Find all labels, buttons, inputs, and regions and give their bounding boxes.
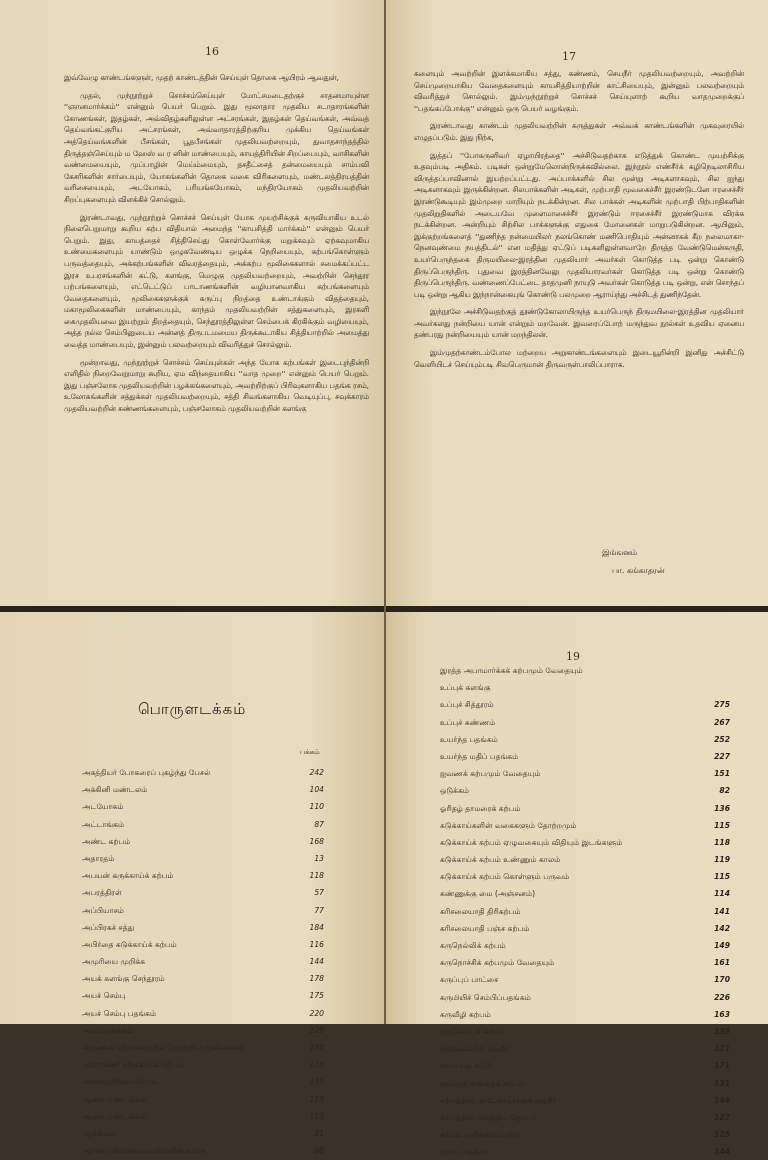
contents-entry-label: கரிசலையாதி திரிகற்பம்: [440, 906, 521, 916]
contents-entry: [82, 919, 332, 936]
contents-entry: [440, 989, 730, 1006]
contents-entry: [82, 1005, 332, 1022]
contents-entry: [82, 816, 332, 833]
page-number-left: 16: [205, 45, 219, 58]
contents-entry-page: 136: [714, 803, 730, 813]
contents-entry: [440, 1075, 730, 1092]
contents-entry-label: உயர்ந்த மதிப் பதங்கம்: [440, 751, 519, 761]
contents-entry-label: கற்பத்தால் குடேண்டிரக்குக் குடிநீர்: [440, 1095, 557, 1105]
contents-entry-page: 163: [714, 1009, 730, 1019]
contents-entry: [440, 1109, 730, 1126]
contents-entry-label: கண்ணுக்கு மை (அஞ்சனம்): [440, 889, 536, 899]
contents-entry-page: 113: [309, 1094, 324, 1104]
contents-entry-label: கடுக்காய்க் கற்பம் ஏழுவகையும் விதியும் இடங்களும்: [440, 837, 623, 847]
contents-entry-page: 220: [309, 1008, 324, 1018]
contents-entry-label: கற்பப்புக் கட்டு: [440, 1061, 492, 1071]
contents-entry: [440, 954, 730, 971]
contents-entry-label: அப்பிரகச் சத்து: [82, 922, 135, 932]
contents-entry: [82, 987, 332, 1004]
contents-entry: [82, 1091, 332, 1108]
contents-entry-page: 252: [714, 734, 730, 744]
contents-entry-label: ஒடுக்கம்: [440, 786, 469, 796]
contents-entry-page: 226: [714, 992, 730, 1002]
contents-entry-label: அபரத்திரள்: [82, 888, 122, 898]
contents-entry-label: கருப்புப் பாட்சை: [440, 975, 499, 985]
contents-entry-label: கருநொச்சிக் கற்பமும் வேதையும்: [440, 958, 555, 968]
contents-entry: [82, 764, 332, 781]
contents-entry-label: அபயன் கருக்காய்க் கற்பம்: [82, 871, 174, 881]
paragraph: மூன்றாவது, முந்நூற்றுச் சொச்சம் செய்யுள்கள் அந்த யோக கற்பங்கள் இடைபுந்தின்றி எளிதில் நிறைவேறுமாறு கூறிய, ஏம விந்தையாகிய ''வாத முறை'' என்னும் பெயர் பெறும். இது பஞ்சலோக முதலியவற்றின் பழக்கங்களையும், அவற்றிற்குப் பிரிவுகளாகிய பதங்க ரசம், உலோகங்களின் சத்துக்கள் முதலியவற்றையும், சத்தி சிவங்களாகிய வெடியுப்பு, சவுக்காரம் முதலியவற்றின் சுண்ணங்களையும், பஞ்சலோகம் முதலியவற்றின் களங்கு: [64, 357, 369, 414]
contents-entry: [82, 1039, 332, 1056]
contents-entry: [440, 1092, 730, 1109]
contents-entry: [440, 971, 730, 988]
contents-entry-label: கருவீழி கற்பம்: [440, 1009, 491, 1019]
contents-entry-page: 178: [309, 974, 324, 984]
contents-entry-label: கற்ப பாத்திரம்: [440, 1147, 489, 1157]
contents-entry-label: உப்புச் சுண்ணம்: [440, 717, 496, 727]
page-number-contents-right: 19: [566, 650, 580, 663]
paragraph: இந்நூலே அச்சிடுவதற்குத் தூண்டுகோலாயிருந்த உயர்பெருந் திருமயிலை-இரத்தின முதலியார் அவர்களது நன்றியை யான் என்றும் மறவேன். இவரைப்போற் மருந்துவ நூல்கள் உதவிய ஏனைய தண்பரது நன்றியையும் யான் மறந்திலன்.: [414, 307, 744, 340]
contents-entry-page: 118: [714, 837, 730, 847]
contents-entry-page: 242: [309, 768, 324, 777]
contents-entry: [440, 696, 730, 713]
contents-entry-label: அயச் செம்பு பதங்கம்: [82, 1008, 157, 1018]
page-left-body: [64, 72, 369, 421]
contents-entry-page: 116: [309, 939, 324, 949]
contents-entry: [82, 884, 332, 901]
contents-entry-label: அன்னத்திற்குப் பொடி: [82, 1077, 158, 1087]
contents-entry-page: 151: [714, 769, 730, 779]
contents-entry-label: உப்புக் களங்கு: [440, 683, 491, 693]
contents-entry: [440, 662, 730, 679]
contents-entry-label: கடுக்காய்க் கற்பம் உண்ணும் காலம்: [440, 855, 561, 865]
contents-entry-label: ஆசனப் பிராணாயாமங்களின் வகை: [82, 1146, 206, 1156]
contents-entry: [440, 851, 730, 868]
contents-entry: [440, 1023, 730, 1040]
contents-entry: [440, 714, 730, 731]
contents-entry-label: ஆகாச பண்டங்கள்: [82, 1094, 147, 1104]
contents-entry-page: 149: [714, 941, 730, 950]
contents-entry: [440, 937, 730, 954]
contents-entry: [440, 782, 730, 799]
contents-entry: [440, 920, 730, 937]
contents-entry-label: அகத்தியர் போகரைப் புகழ்ந்து பேசல்: [82, 768, 211, 777]
contents-entry-label: கடுக்காய்க் கற்பம் கொள்ளும் பருவம்: [440, 872, 570, 882]
contents-entry-page: 115: [714, 872, 730, 882]
contents-entry-page: 104: [309, 785, 324, 795]
contents-entry-page: 144: [309, 957, 324, 967]
contents-entry-page: 82: [719, 786, 730, 796]
contents-entry: [440, 1057, 730, 1074]
contents-entry-label: அயக் களங்கு செந்தூரம்: [82, 974, 165, 984]
contents-entry: [82, 936, 332, 953]
paragraph: முதல், முந்நூற்றுச் சொச்சம்செய்யுள் மோட்சமடைதற்குச் சாதனமாயுள்ள ''ஞானமார்க்கம்'' என்னும் பெயர் பெறும். இது மூலாதார முதலிய சடாதாரங்களின் கோணங்கள், இதழ்கள், அவ்விதழ்களிலுள்ள அட்சரங்கள், இதழ்கள் தெய்வங்கள், அவ்வத் தெய்வங்கட்குரிய அட்சரங்கள், அவ்வாதாரத்திற்குரிய முக்கிய தெய்வங்கள் அத்தெய்வங்களின் பீசங்கள், பூதபீசங்கள் முதலியவற்றையும், துவாதசாந்தத்தில் திருத்தஞ்செய்யும் ம ஹேஸ் வ ர னின் மாண்பையும், காயத்திரியின் சிறப்பையும், வாசிகளின் வண்மையையும், முப்பாழின் மெய்ம்மையும், தசதீட்சைத் தன்மையையும் சாம்பவி கேசரிகளின் சார்பையும், யோகங்களின் தொகை வகை விரிகளையும், மண்டலத்திரயத்தின் வரிசையையும், அடயோகம், பரியங்கயோகம், மந்திரயோகம் முதலியவற்றின் சிறப்புகளையும் விளக்கிச் சொல்லும்.: [64, 90, 369, 204]
contents-entry-page: 141: [714, 906, 730, 916]
contents-entry-label: உப்புச் சித்தூரம்: [440, 700, 494, 710]
contents-entry: [440, 868, 730, 885]
contents-title: பொருளடக்கம்: [138, 700, 247, 718]
contents-entry-label: ஐவணக் கற்பமும் வேதையும்: [440, 769, 541, 779]
paragraph: களையும் அவற்றின் இளக்கமாகிய சத்து, சுண்ணம், செயநீர் முதலியவற்றையும், அவற்றின் செய்முறையாகிய வேதைகளையும் காயசித்தியாற்றின் காட்சியையும், இன்னும் பலவற்றையும் விவரித்துச் சொல்லும். இம்முந்நூற்றுச் சொச்சச் செய்யுளாற் கூறிய வாதமுறைக்குப் ''பதங்கப்போக்கு'' என்னும் ஒரு பெயர் வழங்கும்.: [414, 69, 744, 113]
contents-entry: [440, 1143, 730, 1160]
contents-entry: [440, 1126, 730, 1143]
contents-entry-label: அண்ட கற்பம்: [82, 836, 131, 846]
contents-entry: [440, 817, 730, 834]
contents-entry: [82, 1142, 332, 1159]
contents-entry-label: கறுப்புக் காந்தைக் கற்பம்: [440, 1078, 525, 1088]
contents-entry: [82, 798, 332, 815]
contents-entry-page: 131: [714, 1078, 730, 1088]
contents-entry-page: 110: [309, 802, 324, 812]
book-spine: [384, 0, 386, 1024]
contents-entry-page: 13: [314, 853, 324, 863]
contents-entry-label: கரிசலையாதி பஞ்ச கற்பம்: [440, 923, 530, 933]
paragraph: இரண்டாவது காண்டம் முதலியவற்றின் கருத்துகள் அவ்வக் காண்டங்களின் முகவுரையில் எழுதப்படும். இது நிற்க,: [414, 121, 744, 142]
contents-entry-page: 119: [714, 855, 730, 865]
contents-entry-label: ஆகும் பண்டங்கள்: [82, 1111, 147, 1121]
contents-entry-label: அரோகணி கடுக்காய்க் கற்பம்: [82, 1060, 184, 1070]
contents-entry-page: 144: [714, 1147, 730, 1157]
contents-entry: [440, 1006, 730, 1023]
paragraph: இவ்வேழு காண்டங்களுள், முதற் காண்டத்தின் செய்யுள் தொகை ஆயிரம் ஆவதுள்,: [64, 73, 339, 82]
contents-entry-label: ஆக்கினை: [82, 1128, 118, 1138]
contents-entry: [82, 1108, 332, 1125]
contents-entry-page: 57: [314, 888, 324, 898]
contents-entry-page: 161: [714, 958, 730, 968]
paragraph: இரண்டாவது, முந்நூற்றுச் சொச்சச் செய்யுள் யோக முயற்சிக்குக் கருவியாகிய உடல் நிலைபெறுமாறு கூறிய கற்ப விதியால் அமைந்த ''காயசித்தி மார்க்கம்'' என்னும் பெயர் பெறும். இது, காயத்தைச் சித்திசெய்து கொள்வோர்க்கு மறுக்கவும் ஏற்கவுமாகிய உண்மைகளையும் யாண்டும் ஒழுகவேண்டிய ஒழுக்க நெறியையும், கற்பங்கொள்ளும் பருவத்தையும், அக்கற்பங்களின் விவரத்தையும், அக்கற்ப மூலிகைகளால் சமைக்கப்பட்ட இரச உபரசங்களின் கட்டு, களங்கு, மெழுகு முதலியவற்றையும், அவற்றின் செந்தூர பற்பங்களையும், எட்டெட்டுப் பாடாணங்களின் வழியானவாகிய கற்பங்களையும் வேதைகளையும், மூலிகைகளுக்குக் கருப்பு நிறத்தை உண்டாக்கும் விதத்தையும், மகாமூலிகைகளின் மாண்பையும், காந்தம் முதலியவற்றின் சத்துகளையும், இரசுளி கைமுதலியவை இயற்றும் திறத்தையும், செந்தூரத்திலுள்ள செம்பைக் கிரகிக்கும் வழியையும், அத்த நல்ல செம்பினுடைய அன்னத் திருபடமமைய திருக்கூடாகிய சித்தியாற்றில் அமைத்து வைத்த மாண்பையும், இன்னும் பலவற்றையும் விவரித்துச் சொல்லும்.: [64, 212, 369, 350]
contents-entry: [440, 903, 730, 920]
contents-list-left: [82, 764, 332, 1159]
contents-entry-page: 275: [714, 700, 730, 710]
page-right-body: [414, 68, 744, 376]
contents-entry: [440, 1040, 730, 1057]
contents-entry-label: ஓரிதழ் தாமரைக் கற்பம்: [440, 803, 521, 813]
contents-entry-page: 21: [314, 1128, 324, 1138]
contents-entry-label: கருமியிச் செம்பிப்பதங்கம்: [440, 992, 531, 1002]
contents-entry-label: உயர்ந்த பதங்கம்: [440, 734, 498, 744]
contents-entry-page: 171: [714, 1061, 730, 1071]
contents-entry-label: அட்டாங்கம்: [82, 819, 125, 829]
signature: பா. கங்காதரன்: [612, 566, 665, 575]
contents-entry-page: 227: [714, 751, 730, 761]
contents-entry-page: 77: [314, 905, 324, 915]
contents-entry-page: 184: [309, 922, 324, 932]
contents-entry: [440, 748, 730, 765]
contents-entry-label: கற்பம் முறிக்கும் மாற்று: [440, 1130, 521, 1140]
paragraph: இத்தப் ''போகருனிவர் ஏழாயிரத்தை'' அச்சிடுவதற்காக எடுத்துக் கொண்ட முயற்சிக்கு உதவும்படி அதிகம். படிகள் ஒன்றுமேலொன்றிருக்கவில்லை. இந்நூல் எண்சீர்க் கழிநெடிலாசிரிய விருத்தப்பாவினால் இயற்றப்பட்டது. அப்பாக்களில் சில மூன்று அடிகளாகவும், சில ஐந்து அடிகளாகவும் இருக்கின்றன. சிலபாக்களின் அடிகள், முற்பாதி மூவகைச்சீர் இரண்டுடனே ஈரசைச்சீர் இரண்டுகூடியும் இம்முறை மாறியும் நடக்கின்றன. சில பாக்கள் அடிகளின் முற்பாதி பிற்பாதிகளின் முதலிறுதிகளில் அடையவே முளைமாசைச்சீர் இரண்டும் ஈரசைச்சீர் இரண்டுமாக விரக்க நடக்கின்றன. அன்றியும் சிற்சில பாக்களுக்கு எதுகை மோனைகள் மாறுபடுகின்றன. ஆயினும், இக்குற்றங்களைத் ''துணிந்த நன்மையிலர் நலங்கொண் மணிபொதியும் அன்னாகக் கீற நலைமாகா-நெனவுண்மை நயத்திடல்'' என மதித்து ஏட்டுப் படிகளிலுள்ளவாறே திருத்த வேண்டுமென்கருதி, உயர்பெருந்தகை திருமயிலை-இரத்தின முதலியார் அவர்கள் கொடுத்த படி ஒன்று கொண்டு திருப்பெருந்திரு. புதுவை இரத்தினவேலு முதலியாரவர்கள் கொடுத்த படி ஒன்று கொண்டு திருப்பெருந்திரு. வண்ணைப்பேட்டை தாதமுனி நாயுடு அவர்கள் கொடுத்த படி ஒன்று, என் சொந்தப் படி ஒன்று ஆகிய இந்நான்கையுங் கொண்டு பலமுறை ஆராய்ந்து அச்சிடத் துணிந்தேன்.: [414, 150, 744, 299]
contents-entry-page: 135: [309, 1077, 324, 1087]
contents-entry: [82, 970, 332, 987]
paragraph: இம்முதற்காண்டம்போல மற்றைய அறுகாண்டங்களையும் இடையூறின்றி இனிது அச்சிட்டு வெளியிடச் செய்யும்படி சிவபெருமான் திருவருள்பாலிப்பாராக.: [414, 348, 744, 369]
contents-entry-label: அயச் செம்பு: [82, 991, 126, 1001]
contents-entry: [82, 902, 332, 919]
contents-entry-label: அமுரியை முறிக்க: [82, 957, 146, 967]
contents-entry-label: கடுக்காய்களின் வகைகளும் தோற்றமும்: [440, 820, 577, 830]
contents-entry-label: அபிர்தை கடுக்காய்க் கற்பம்: [82, 939, 177, 949]
contents-entry-label: கற்பத்தில் அயந்திய தோடம்: [440, 1112, 537, 1122]
contents-entry: [82, 850, 332, 867]
contents-entry-page: 113: [309, 1111, 324, 1121]
contents-entry-page: 118: [309, 871, 324, 881]
contents-entry-page: 229: [309, 1025, 324, 1035]
contents-entry-label: அடயோகம்: [82, 802, 124, 812]
contents-entry: [82, 953, 332, 970]
contents-entry-page: 158: [309, 1043, 324, 1052]
contents-entry-page: 139: [714, 1026, 730, 1036]
contents-entry-page: 142: [714, 923, 730, 933]
contents-entry: [82, 1125, 332, 1142]
contents-entry: [82, 833, 332, 850]
contents-entry: [440, 731, 730, 748]
contents-entry-page: 114: [714, 889, 730, 899]
contents-entry: [440, 800, 730, 817]
contents-entry-page: 127: [714, 1112, 730, 1122]
contents-entry-page: 121: [714, 1044, 730, 1054]
contents-entry: [440, 885, 730, 902]
contents-entry: [82, 1056, 332, 1073]
contents-entry-label: அதாரதம்: [82, 853, 115, 863]
contents-entry: [82, 867, 332, 884]
contents-entry-label: அப்பியாசம்: [82, 905, 124, 915]
contents-entry-label: கருவேம்பின் குடிநீர்: [440, 1044, 509, 1054]
contents-entry: [440, 834, 730, 851]
contents-entry: [82, 1022, 332, 1039]
contents-entry: [440, 765, 730, 782]
signoff: இங்ஙனம்: [602, 548, 638, 557]
contents-entry-label: அருணன் வியர்வையில் தோன்றிய மூலிகைகள்: [82, 1043, 245, 1052]
contents-entry: [440, 679, 730, 696]
contents-entry-page: 115: [714, 820, 730, 830]
contents-entry-label: அயப் பதங்கம்: [82, 1025, 134, 1035]
contents-entry-label: கருவேம்புக் கற்பம்: [440, 1026, 506, 1036]
contents-entry-page: 168: [309, 836, 324, 846]
page-column-header: பக்கம்: [300, 748, 320, 756]
contents-entry-page: 267: [714, 717, 730, 727]
contents-entry: [82, 1073, 332, 1090]
contents-entry-page: 175: [309, 991, 324, 1001]
contents-entry-page: 170: [714, 975, 730, 985]
contents-entry-page: 125: [714, 1130, 730, 1140]
contents-entry-page: 88: [314, 1146, 324, 1156]
contents-entry-page: 116: [309, 1060, 324, 1070]
contents-entry-page: 144: [714, 1095, 730, 1105]
page-number-right: 17: [562, 50, 576, 63]
contents-entry-label: அக்கினி மண்டலம்: [82, 785, 148, 795]
contents-entry-label: இரத்த அபாமார்க்கக் கற்பமும் வேதையும்: [440, 666, 583, 675]
contents-entry-page: 87: [314, 819, 324, 829]
contents-entry-label: கருநெல்லிக் கற்பம்: [440, 941, 506, 950]
contents-entry: [82, 781, 332, 798]
contents-list-right: [440, 662, 730, 1160]
